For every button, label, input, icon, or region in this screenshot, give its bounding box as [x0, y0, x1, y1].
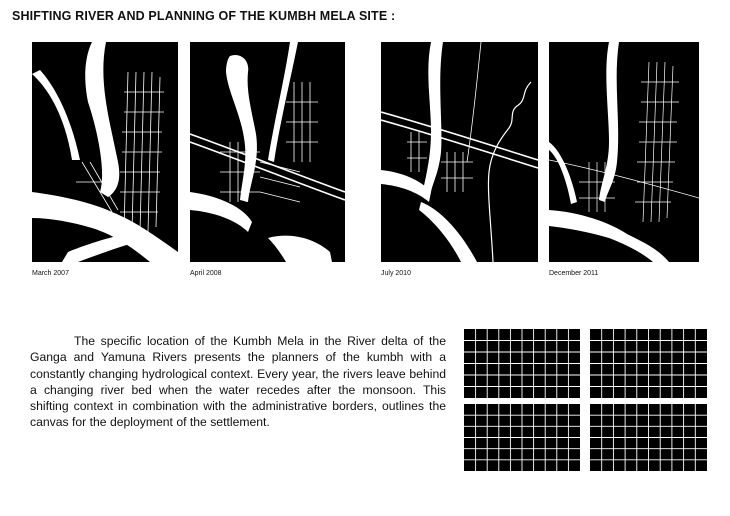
map-caption: March 2007 [32, 270, 69, 277]
roads [381, 112, 538, 168]
river-ganga [599, 42, 619, 202]
river-yamuna [381, 170, 431, 202]
river-lower [268, 236, 332, 262]
grid-block [590, 329, 707, 398]
river-lower [62, 232, 136, 262]
map-panel-april-2008 [190, 42, 345, 262]
river-meander [488, 82, 531, 262]
river-ganga [85, 42, 119, 197]
river-lower [419, 202, 477, 262]
grid-block [464, 329, 580, 398]
river-ganga [423, 42, 443, 192]
map-panel-march-2007 [32, 42, 178, 262]
map-caption: July 2010 [381, 270, 411, 277]
map-caption: December 2011 [549, 270, 599, 277]
map-caption: April 2008 [190, 270, 222, 277]
page-title: SHIFTING RIVER AND PLANNING OF THE KUMBH MELA SITE : [12, 9, 396, 23]
river-branch [32, 70, 80, 160]
river-ganga [226, 55, 257, 202]
roads [190, 134, 345, 200]
map-panel-december-2011 [549, 42, 699, 262]
river-branch [549, 142, 577, 204]
grid-block [590, 404, 707, 471]
grid-block [464, 404, 580, 471]
map-panel-july-2010 [381, 42, 538, 262]
river-tributary [467, 42, 481, 162]
description-paragraph: The specific location of the Kumbh Mela in the River delta of the Ganga and Yamuna Rivers presents the planners of the kumbh with a constantly changing hydrological context. Every year, the rivers leave behind a changing river bed when the water recedes after the monsoon. This shifting context in combination with the administrative borders, outlines the canvas for the deployment of the settlement. [30, 334, 446, 430]
